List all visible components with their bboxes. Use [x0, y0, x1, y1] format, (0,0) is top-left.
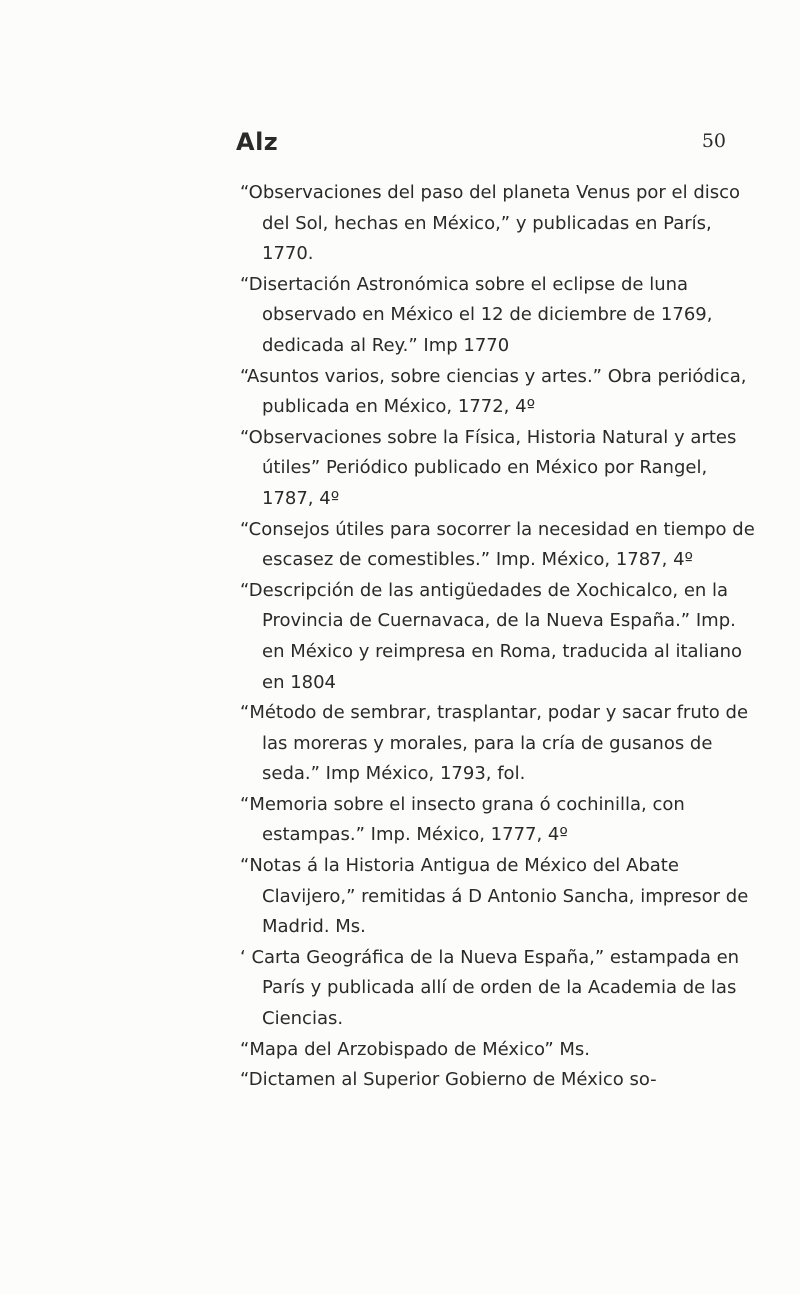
bibliography-entry: “Notas á la Historia Antigua de México del Abate Clavijero,” remitidas á D Antonio Sancha, impresor de Madrid. Ms.	[240, 855, 749, 938]
bibliography-entry: “Dictamen al Superior Gobierno de México so-	[240, 1069, 657, 1091]
bibliography-entry: “Descripción de las antigüedades de Xochicalco, en la Provincia de Cuernavaca, de la Nueva España.” Imp. en México y reimpresa en Roma, traducida al italiano en 1804	[240, 579, 743, 693]
bibliography-entry: “Observaciones sobre la Física, Historia Natural y artes útiles” Periódico publicado en México por Rangel, 1787, 4º	[240, 426, 737, 509]
running-title: Alz	[236, 128, 279, 156]
bibliography-list	[240, 178, 760, 1096]
bibliography-entry: “Memoria sobre el insecto grana ó cochinilla, con estampas.” Imp. México, 1777, 4º	[240, 793, 685, 846]
bibliography-entry: “Mapa del Arzobispado de México” Ms.	[240, 1038, 590, 1060]
bibliography-entry: “Asuntos varios, sobre ciencias y artes.” Obra periódica, publicada en México, 1772, 4º	[240, 365, 747, 418]
bibliography-entry: “Observaciones del paso del planeta Venus por el disco del Sol, hechas en México,” y publicadas en París, 1770.	[240, 182, 741, 265]
page-number: 50	[701, 130, 726, 152]
bibliography-entry: ‘ Carta Geográfica de la Nueva España,” estampada en París y publicada allí de orden de la Academia de las Ciencias.	[240, 946, 740, 1030]
running-head	[236, 128, 726, 162]
bibliography-entry: “Consejos útiles para socorrer la necesidad en tiempo de escasez de comestibles.” Imp. México, 1787, 4º	[240, 518, 755, 571]
bibliography-entry: “Disertación Astronómica sobre el eclipse de luna observado en México el 12 de diciembre de 1769, dedicada al Rey.” Imp 1770	[240, 273, 713, 356]
bibliography-entry: “Método de sembrar, trasplantar, podar y sacar fruto de las moreras y morales, para la cría de gusanos de seda.” Imp México, 1793, fol.	[240, 702, 749, 785]
